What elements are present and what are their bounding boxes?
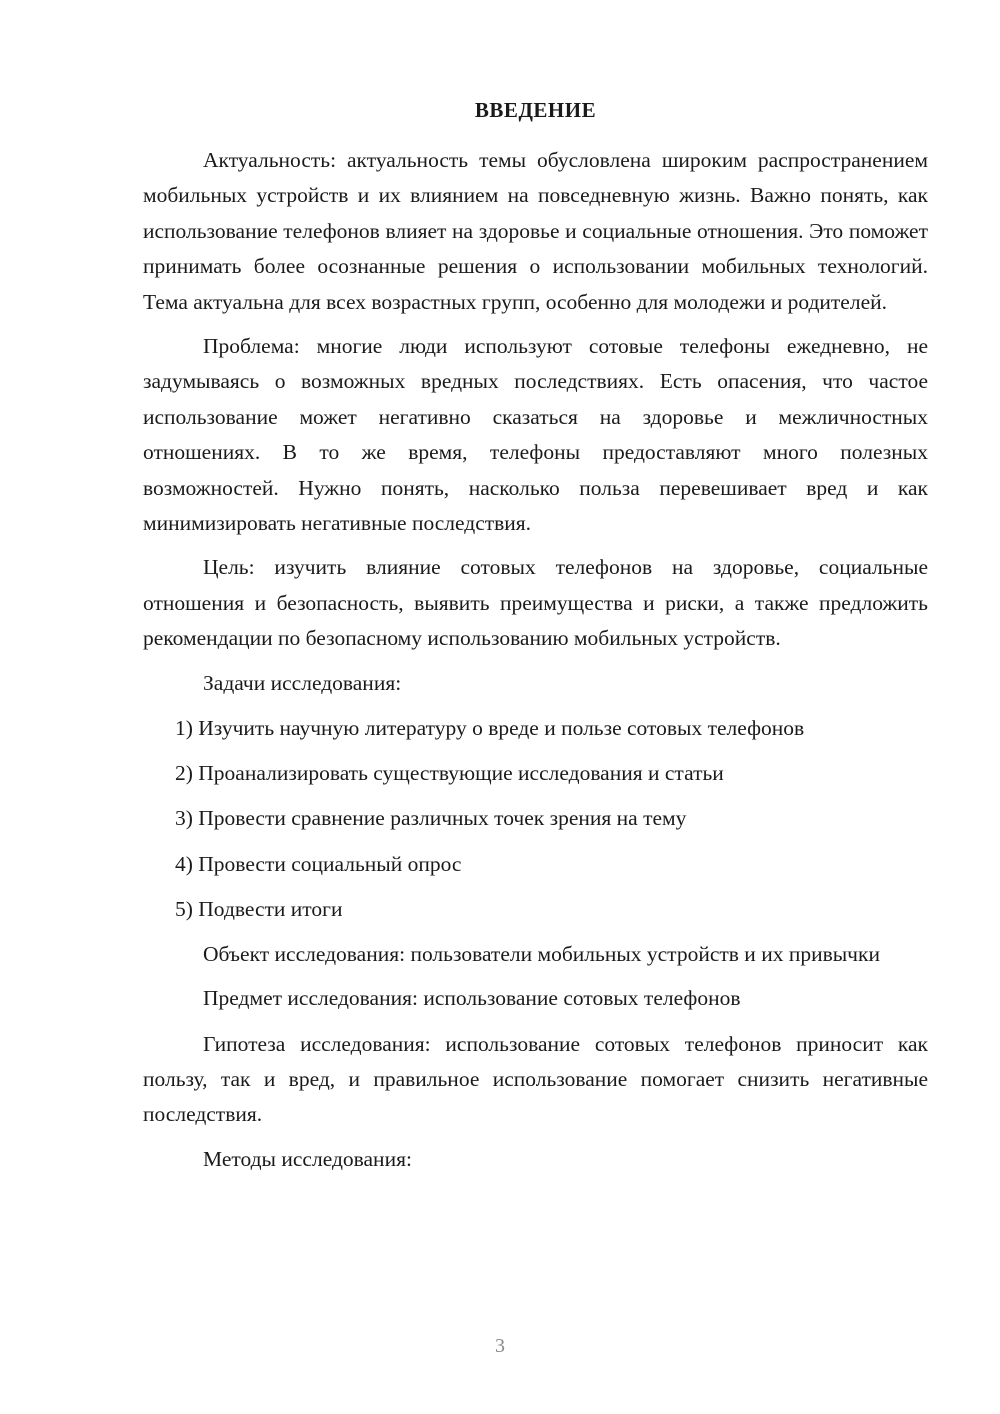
page-number: 3 [495,1335,505,1357]
document-body [143,143,928,1187]
list-item: 4) Провести социальный опрос [175,851,462,876]
object-paragraph: Объект исследования: пользователи мобильных устройств и их привычки [203,941,880,966]
list-item: 5) Подвести итоги [175,896,343,921]
tasks-heading: Задачи исследования: [203,670,402,695]
subject-paragraph: Предмет исследования: использование сотовых телефонов [203,986,741,1011]
goal-paragraph: Цель: изучить влияние сотовых телефонов на здоровье, социальные отношения и безопасность, выявить преимущества и риски, а также предложить рекомендации по безопасному использованию мобильных устройств. [143,555,928,651]
list-item: 1) Изучить научную литературу о вреде и пользе сотовых телефонов [175,715,805,740]
relevance-paragraph: Актуальность: актуальность темы обусловлена широким распространением мобильных устройств и их влиянием на повседневную жизнь. Важно понять, как использование телефонов влияет на здоровье и социальные отношения. Это поможет принимать более осознанные решения о использовании мобильных технологий. Тема актуальна для всех возрастных групп, особенно для молодежи и родителей. [143,148,928,314]
page-title: ВВЕДЕНИЕ [474,98,597,122]
methods-heading: Методы исследования: [203,1146,412,1171]
tasks-list [143,711,928,927]
problem-paragraph: Проблема: многие люди используют сотовые телефоны ежедневно, не задумываясь о возможных вредных последствиях. Есть опасения, что частое использование может негативно сказаться на здоровье и межличностных отношениях. В то же время, телефоны предоставляют много полезных возможностей. Нужно понять, насколько польза перевешивает вред и как минимизировать негативные последствия. [143,334,928,536]
hypothesis-paragraph: Гипотеза исследования: использование сотовых телефонов приносит как пользу, так и вред, и правильное использование помогает снизить негативные последствия. [143,1031,928,1127]
list-item: 2) Проанализировать существующие исследования и статьи [175,761,724,786]
list-item: 3) Провести сравнение различных точек зрения на тему [175,806,687,831]
